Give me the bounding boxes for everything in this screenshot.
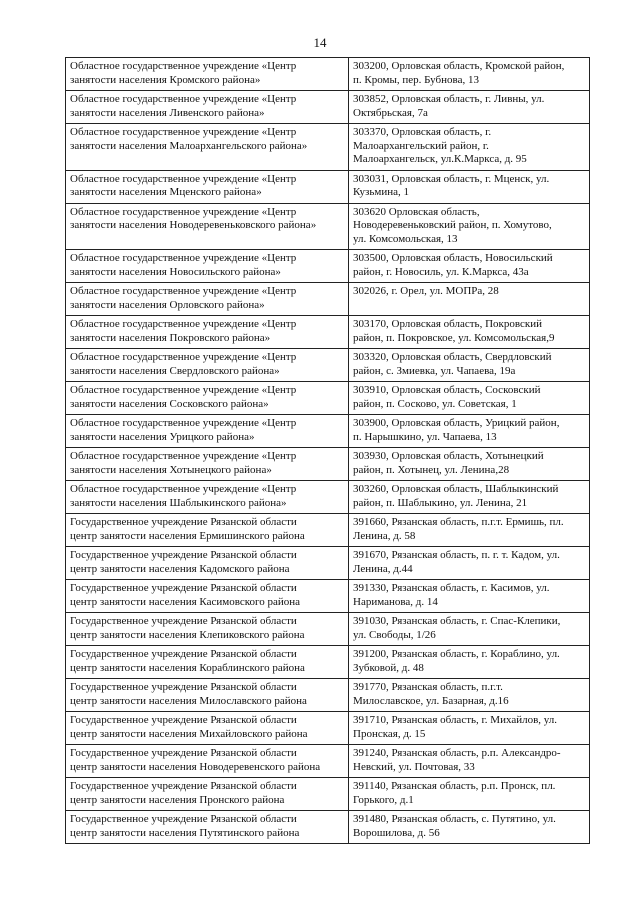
organization-cell	[66, 481, 349, 514]
organization-name: Областное государственное учреждение «Центр занятости населения Кромского района»	[70, 60, 297, 86]
table-row	[66, 712, 590, 745]
organization-cell	[66, 283, 349, 316]
table-row	[66, 448, 590, 481]
table-row	[66, 811, 590, 844]
organization-name: Государственное учреждение Рязанской области центр занятости населения Новодеревенского района	[70, 747, 321, 773]
organization-cell	[66, 679, 349, 712]
organization-name: Государственное учреждение Рязанской области центр занятости населения Путятинского района	[70, 813, 300, 839]
organization-name: Областное государственное учреждение «Центр занятости населения Сосковского района»	[70, 384, 297, 410]
table-row	[66, 481, 590, 514]
address-cell	[349, 745, 590, 778]
address-cell	[349, 646, 590, 679]
table-row	[66, 646, 590, 679]
organization-address: 391770, Рязанская область, п.г.т. Милославское, ул. Базарная, д.16	[353, 681, 509, 707]
organization-address: 303370, Орловская область, г. Малоархангельский район, г. Малоархангельск, ул.К.Маркса, д. 95	[353, 126, 527, 165]
address-cell	[349, 448, 590, 481]
organization-cell	[66, 91, 349, 124]
organization-name: Государственное учреждение Рязанской области центр занятости населения Кадомского района	[70, 549, 297, 575]
organization-address: 391660, Рязанская область, п.г.т. Ермишь, пл. Ленина, д. 58	[353, 516, 564, 542]
organization-cell	[66, 448, 349, 481]
organization-address: 303910, Орловская область, Сосковский район, п. Сосково, ул. Советская, 1	[353, 384, 541, 410]
organization-address: 303852, Орловская область, г. Ливны, ул. Октябрьская, 7а	[353, 93, 545, 119]
organization-name: Областное государственное учреждение «Центр занятости населения Урицкого района»	[70, 417, 297, 443]
address-cell	[349, 91, 590, 124]
address-cell	[349, 124, 590, 171]
address-cell	[349, 415, 590, 448]
organization-cell	[66, 170, 349, 203]
organization-cell	[66, 382, 349, 415]
table-row	[66, 203, 590, 250]
organization-name: Областное государственное учреждение «Центр занятости населения Покровского района»	[70, 318, 297, 344]
organization-address: 303320, Орловская область, Свердловский район, с. Змиевка, ул. Чапаева, 19а	[353, 351, 552, 377]
table-row	[66, 580, 590, 613]
organization-address: 303620 Орловская область, Новодеревеньковский район, п. Хомутово, ул. Комсомольская, 13	[353, 205, 552, 245]
address-cell	[349, 170, 590, 203]
organization-cell	[66, 778, 349, 811]
table-row	[66, 415, 590, 448]
table-row	[66, 283, 590, 316]
organization-name: Областное государственное учреждение «Центр занятости населения Орловского района»	[70, 285, 297, 311]
organization-name: Государственное учреждение Рязанской области центр занятости населения Кораблинского района	[70, 648, 305, 674]
organization-name: Областное государственное учреждение «Центр занятости населения Ливенского района»	[70, 93, 297, 119]
address-cell	[349, 250, 590, 283]
organization-cell	[66, 58, 349, 91]
organization-cell	[66, 580, 349, 613]
organization-cell	[66, 811, 349, 844]
table-row	[66, 349, 590, 382]
organization-cell	[66, 547, 349, 580]
address-cell	[349, 316, 590, 349]
table-row	[66, 547, 590, 580]
organization-address: 391670, Рязанская область, п. г. т. Кадом, ул. Ленина, д.44	[353, 549, 560, 575]
organization-cell	[66, 124, 349, 171]
table-row	[66, 382, 590, 415]
table-row	[66, 679, 590, 712]
organization-address: 391710, Рязанская область, г. Михайлов, ул. Пронская, д. 15	[353, 714, 558, 740]
address-cell	[349, 547, 590, 580]
organization-name: Областное государственное учреждение «Центр занятости населения Шаблыкинского района»	[70, 483, 297, 509]
table-row	[66, 316, 590, 349]
address-cell	[349, 58, 590, 91]
organization-cell	[66, 514, 349, 547]
organization-cell	[66, 203, 349, 250]
address-cell	[349, 382, 590, 415]
address-cell	[349, 712, 590, 745]
organization-address: 391330, Рязанская область, г. Касимов, ул. Нариманова, д. 14	[353, 582, 550, 608]
address-cell	[349, 811, 590, 844]
organization-address: 303900, Орловская область, Урицкий район, п. Нарышкино, ул. Чапаева, 13	[353, 417, 560, 443]
organization-name: Областное государственное учреждение «Центр занятости населения Свердловского района»	[70, 351, 297, 377]
organization-name: Государственное учреждение Рязанской области центр занятости населения Ермишинского района	[70, 516, 305, 542]
organization-address: 391200, Рязанская область, г. Кораблино, ул. Зубковой, д. 48	[353, 648, 560, 674]
address-cell	[349, 778, 590, 811]
organization-name: Областное государственное учреждение «Центр занятости населения Новосильского района»	[70, 252, 297, 278]
address-cell	[349, 613, 590, 646]
organization-address: 391240, Рязанская область, р.п. Александро- Невский, ул. Почтовая, 33	[353, 747, 561, 773]
organization-address: 303170, Орловская область, Покровский район, п. Покровское, ул. Комсомольская,9	[353, 318, 555, 344]
address-cell	[349, 514, 590, 547]
organization-cell	[66, 613, 349, 646]
organization-cell	[66, 415, 349, 448]
organization-name: Государственное учреждение Рязанской области центр занятости населения Клепиковского района	[70, 615, 305, 641]
table-body	[66, 58, 590, 844]
address-cell	[349, 679, 590, 712]
organization-address: 391140, Рязанская область, р.п. Пронск, пл. Горького, д.1	[353, 780, 556, 806]
organization-name: Областное государственное учреждение «Центр занятости населения Мценского района»	[70, 172, 297, 198]
organization-address: 302026, г. Орел, ул. МОПРа, 28	[353, 285, 499, 297]
organization-address: 391480, Рязанская область, с. Путятино, ул. Ворошилова, д. 56	[353, 813, 556, 839]
address-cell	[349, 580, 590, 613]
table-row	[66, 91, 590, 124]
address-cell	[349, 349, 590, 382]
table-row	[66, 778, 590, 811]
organization-address: 391030, Рязанская область, г. Спас-Клепики, ул. Свободы, 1/26	[353, 615, 561, 641]
table-row	[66, 613, 590, 646]
organization-cell	[66, 250, 349, 283]
table-row	[66, 124, 590, 171]
table-row	[66, 170, 590, 203]
organization-name: Государственное учреждение Рязанской области центр занятости населения Михайловского района	[70, 714, 308, 740]
address-cell	[349, 283, 590, 316]
organization-name: Областное государственное учреждение «Центр занятости населения Хотынецкого района»	[70, 450, 297, 476]
organization-address: 303500, Орловская область, Новосильский район, г. Новосиль, ул. К.Маркса, 43а	[353, 252, 553, 278]
organization-address: 303260, Орловская область, Шаблыкинский район, п. Шаблыкино, ул. Ленина, 21	[353, 483, 559, 509]
organization-name: Областное государственное учреждение «Центр занятости населения Новодеревеньковского района»	[70, 205, 317, 231]
organization-address: 303031, Орловская область, г. Мценск, ул. Кузьмина, 1	[353, 172, 550, 198]
employment-centers-table	[65, 57, 590, 844]
organization-address: 303200, Орловская область, Кромской район, п. Кромы, пер. Бубнова, 13	[353, 60, 565, 86]
organization-name: Областное государственное учреждение «Центр занятости населения Малоархангельского района»	[70, 126, 308, 152]
organization-name: Государственное учреждение Рязанской области центр занятости населения Милославского района	[70, 681, 307, 707]
organization-cell	[66, 646, 349, 679]
table-row	[66, 745, 590, 778]
organization-cell	[66, 745, 349, 778]
organization-name: Государственное учреждение Рязанской области центр занятости населения Пронского района	[70, 780, 297, 806]
organization-cell	[66, 349, 349, 382]
address-cell	[349, 481, 590, 514]
table-row	[66, 58, 590, 91]
address-cell	[349, 203, 590, 250]
organization-name: Государственное учреждение Рязанской области центр занятости населения Касимовского района	[70, 582, 301, 608]
organization-cell	[66, 316, 349, 349]
table-row	[66, 250, 590, 283]
organization-cell	[66, 712, 349, 745]
table-row	[66, 514, 590, 547]
organization-address: 303930, Орловская область, Хотынецкий район, п. Хотынец, ул. Ленина,28	[353, 450, 544, 476]
page-number: 14	[313, 35, 327, 50]
